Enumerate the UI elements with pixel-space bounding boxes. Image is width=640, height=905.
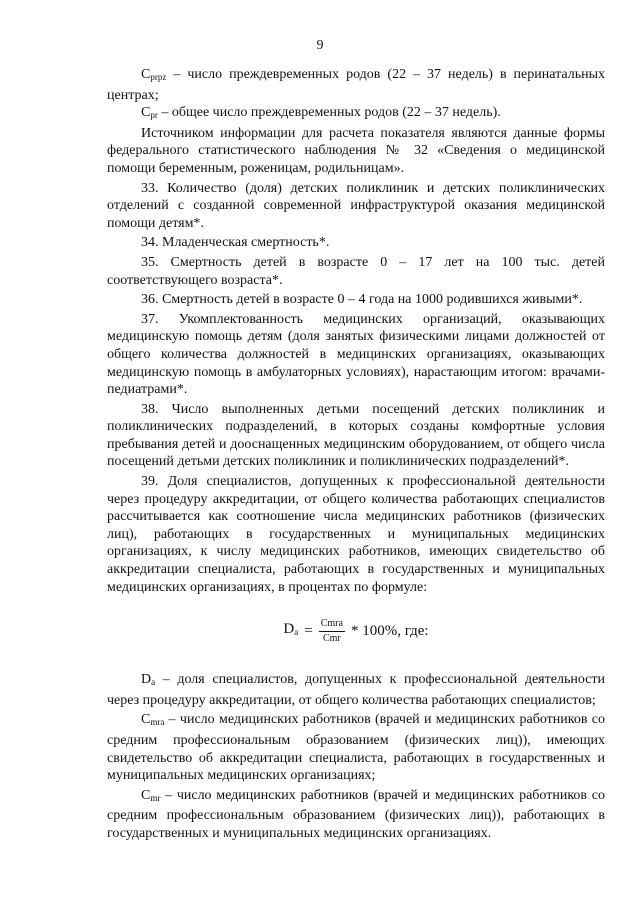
formula-fraction xyxy=(319,618,345,645)
definition-d-a: $D_a$ – доля специалистов, допущенных к профессиональной деятельности через процедуру аккредитации, от общего количества работающих специалистов; xyxy=(107,672,605,708)
item-38: 38. Число выполненных детьми посещений детских поликлиник и поликлинических подразделений, в которых созданы комфортные условия пребывания детей и дооснащенных медицинским оборудованием, от общего числа посещений детьми детских поликлиник и поликлинических подразделений*. xyxy=(107,401,605,470)
formula-equals: = xyxy=(304,622,313,639)
item-39: 39. Доля специалистов, допущенных к профессиональной деятельности через процедуру аккредитации, от общего количества работающих специалистов рассчитывается как соотношение числа медицинских работников (физических лиц), работающих в государственных и муниципальных медицинских организациях, к числу медицинских работников, имеющих свидетельство об аккредитации специалиста, работающих в государственных и муниципальных медицинских организациях, в процентах по формуле: xyxy=(107,474,605,595)
item-36: 36. Смертность детей в возрасте 0 – 4 года на 1000 родившихся живыми*. xyxy=(141,292,583,308)
definition-c-mra: $C_{mra}$ – число медицинских работников (врачей и медицинских работников со средним профессиональным образованием (физических лиц)), имеющих свидетельство об аккредитации специалиста, работающих в государственных и муниципальных медицинских организациях; xyxy=(107,712,605,784)
definition-c-prpz: $C_{prpz}$ – число преждевременных родов (22 – 37 недель) в перинатальных центрах; xyxy=(107,67,605,103)
item-37: 37. Укомплектованность медицинских организаций, оказывающих медицинскую помощь детям (доля занятых физическими лицами должностей от общего количества должностей в медицинских организациях, оказывающих медицинскую помощь в амбулаторных условиях), нарастающим итогом: врачами-педиатрами*. xyxy=(107,311,605,398)
definition-c-pr: $C_{pr}$ – общее число преждевременных родов (22 – 37 недель). xyxy=(141,105,501,121)
item-33: 33. Количество (доля) детских поликлиник и детских поликлинических отделений с созданной современной инфраструктурой оказания медицинской помощи детям*. xyxy=(107,180,605,231)
formula xyxy=(107,618,605,645)
formula-tail: * 100%, где: xyxy=(350,622,429,639)
page-number: 9 xyxy=(316,38,324,53)
formula-numerator: Cmra xyxy=(319,618,345,632)
formula-lhs: $D_a$ xyxy=(283,621,299,638)
formula-denominator: Cmr xyxy=(322,633,341,645)
source-paragraph: Источником информации для расчета показателя являются данные формы федерального статистического наблюдения № 32 «Сведения о медицинской помощи беременным, роженицам, родильницам». xyxy=(107,125,605,176)
item-35: 35. Смертность детей в возрасте 0 – 17 лет на 100 тыс. детей соответствующего возраста*. xyxy=(107,254,605,288)
document-body xyxy=(107,66,605,843)
item-34: 34. Младенческая смертность*. xyxy=(141,235,330,251)
definition-c-mr: $C_{mr}$ – число медицинских работников (врачей и медицинских работников со средним профессиональным образованием (физических лиц)), работающих в государственных и муниципальных медицинских организациях. xyxy=(107,787,605,841)
